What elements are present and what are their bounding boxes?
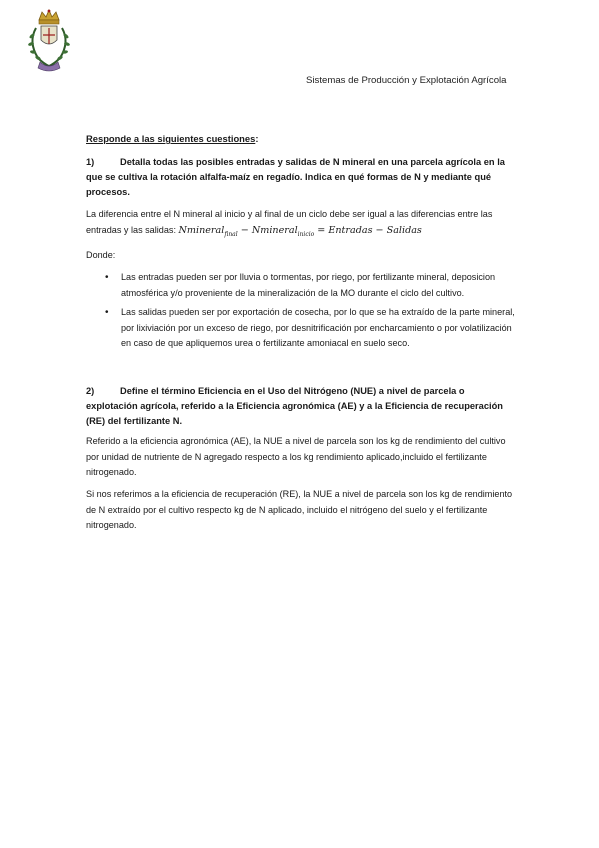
question-2-number: 2) (86, 386, 95, 396)
answer-1-intro-text: La diferencia entre el N mineral al inicio y al final de un ciclo debe ser igual a las diferencias entre las entradas y las salidas: (86, 209, 493, 235)
list-item: • Las entradas pueden ser por lluvia o tormentas, por riego, por fertilizante mineral, deposicion atmosférica y/o proveniente de la mineralización de la MO durante el ciclo del cultivo. (105, 270, 515, 301)
eq-rhs: = Entradas − Salidas (314, 224, 422, 236)
donde-label: Donde: (86, 250, 116, 260)
eq-term-initial: Nmineral (251, 224, 298, 236)
answer-1-intro (86, 207, 516, 242)
question-1-text: Detalla todas las posibles entradas y salidas de N mineral en una parcela agrícola en la que se cultiva la rotación alfalfa-maíz en regadío. Indica en qué formas de N y mediante qué procesos. (86, 157, 505, 197)
eq-term-final: Nmineral (178, 224, 225, 236)
section-title-text: Responde a las siguientes cuestiones (86, 133, 256, 144)
eq-minus: − (240, 224, 252, 236)
section-title-colon: : (255, 133, 259, 144)
eq-sub-final: final (224, 230, 238, 238)
question-1 (86, 155, 518, 200)
question-2 (86, 384, 518, 429)
question-1-number: 1) (86, 157, 95, 167)
answer-2-ae: Referido a la eficiencia agronómica (AE), la NUE a nivel de parcela son los kg de rendimiento del cultivo por unidad de nutriente de N agregado respecto a los kg rendimiento aplicado,incluido el fertilizante nitrogenado. (86, 436, 506, 477)
question-2-text: Define el término Eficiencia en el Uso del Nitrógeno (NUE) a nivel de parcela o explotación agrícola, referido a la Eficiencia agronómica (AE) y a la Eficiencia de recuperación (RE) del fertilizante N. (86, 386, 503, 426)
answer-2-re: Si nos referimos a la eficiencia de recuperación (RE), la NUE a nivel de parcela son los kg de rendimiento de N extraído por el cultivo respecto kg de N aplicado, incluido el nitrógeno del suelo y el fertilizante nitrogenado. (86, 489, 513, 530)
section-title (86, 133, 258, 144)
inputs-outputs-list (105, 270, 515, 356)
list-item: • Las salidas pueden ser por exportación de cosecha, por lo que se ha extraído de la parte mineral, por lixiviación por un exceso de riego, por desnitrificación por encharcamiento o por volatilización en caso de que apliquemos urea o fertilizante amoniacal en suelo seco. (105, 305, 515, 352)
course-header: Sistemas de Producción y Explotación Agrícola (306, 75, 507, 86)
eq-sub-initial: inicio (297, 230, 315, 238)
institution-crest-logo (24, 8, 74, 72)
balance-equation (179, 225, 422, 236)
